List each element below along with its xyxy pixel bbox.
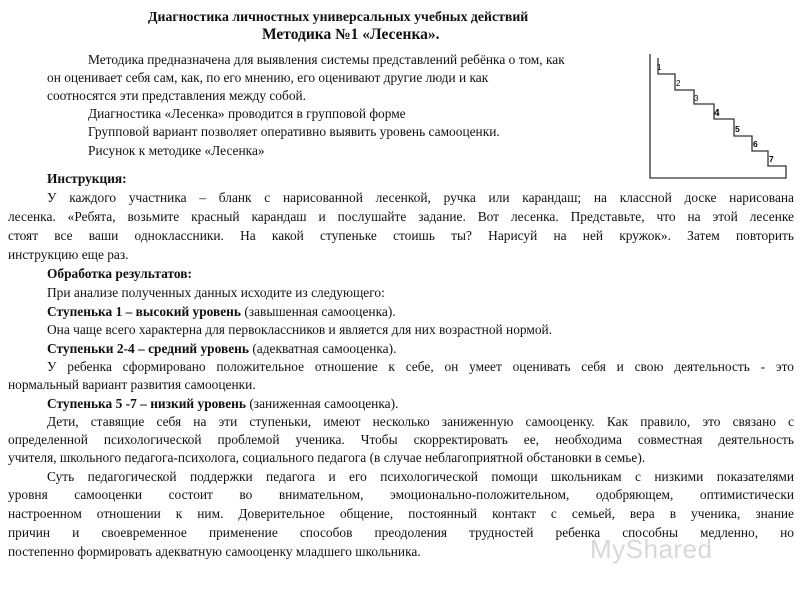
support-line: уровня самооценки состоит во внимательном, эмоционально-положительном, одобряющем, оптимистически [8,487,794,502]
ladder-figure [648,52,788,186]
step-label: 5 [735,124,740,134]
intro-line: соотносятся эти представления между собой. [47,88,307,103]
level-high-label: Ступенька 1 – высокий уровень [47,304,241,319]
instruction-line: лесенка. «Ребята, возьмите красный карандаш и послушайте задание. Вот лесенка. Представьте, что на этой лесенке [8,209,794,224]
level-low-text: Дети, ставящие себя на эти ступеньки, имеют несколько заниженную самооценку. Как правило, это связано с [47,414,794,429]
intro-line: Методика предназначена для выявления системы представлений ребёнка о том, как [88,52,565,67]
support-line: причин и своевременное применение способов преодоления трудностей ребенка способны медленно, но [8,525,794,540]
step-label: 2 [676,79,681,88]
level-middle-label: Ступеньки 2-4 – средний уровень [47,341,249,356]
watermark: MyShared [590,534,713,564]
instruction-heading: Инструкция: [47,171,127,186]
instruction-line: инструкцию еще раз. [8,247,129,262]
level-middle-text: нормальный вариант развития самооценки. [8,377,256,392]
processing-intro: При анализе полученных данных исходите из следующего: [47,285,385,300]
intro-line: он оценивает себя сам, как, по его мнению, его оценивают другие люди и как [47,70,489,85]
support-line: настроенном отношении к ним. Доверительное общение, постоянный контакт с семьей, вера в ученика, знание [8,506,794,521]
level-middle-note: (адекватная самооценка). [248,341,397,356]
level-low-text: определенной психологической проблемой ученика. Чтобы скорректировать ее, необходима совместная деятельность [8,432,794,447]
intro-line: Диагностика «Лесенка» проводится в групповой форме [88,106,406,121]
step-label: 6 [753,139,758,149]
step-label: 7 [769,154,774,164]
document-title: Диагностика личностных универсальных учебных действий [148,9,529,24]
level-low-label: Ступенька 5 -7 – низкий уровень [47,396,246,411]
level-middle [47,341,396,357]
level-high-note: (завышенная самооценка). [240,304,396,319]
instruction-line: стоят все ваши одноклассники. На какой ступеньке стоишь ты? Нарисуй на ней кружок». Затем повторить [8,228,794,243]
method-title: Методика №1 «Лесенка». [262,26,440,43]
instruction-line: У каждого участника – бланк с нарисованной лесенкой, ручка или карандаш; на классной доске нарисована [47,190,794,205]
level-high [47,304,396,320]
level-low [47,396,398,412]
step-label: 3 [694,94,699,103]
level-low-text: учителя, школьного педагога-психолога, социального педагога (в случае неблагоприятной обстановки в семье). [8,450,646,465]
processing-heading: Обработка результатов: [47,266,192,281]
step-label: 4 [714,108,720,119]
level-low-note: (заниженная самооценка). [245,396,399,411]
step-label: 1 [657,63,662,72]
support-line: Суть педагогической поддержки педагога и его психологической помощи школьникам с низкими показателями [47,469,794,484]
intro-line: Групповой вариант позволяет оперативно выявить уровень самооценки. [88,124,500,139]
level-middle-text: У ребенка сформировано положительное отношение к себе, он умеет оценивать себя и свою деятельность - это [47,359,794,374]
intro-line: Рисунок к методике «Лесенка» [88,143,265,158]
support-line: постепенно формировать адекватную самооценку младшего школьника. [8,544,421,559]
level-high-text: Она чаще всего характерна для первоклассников и является для них возрастной нормой. [47,322,553,337]
